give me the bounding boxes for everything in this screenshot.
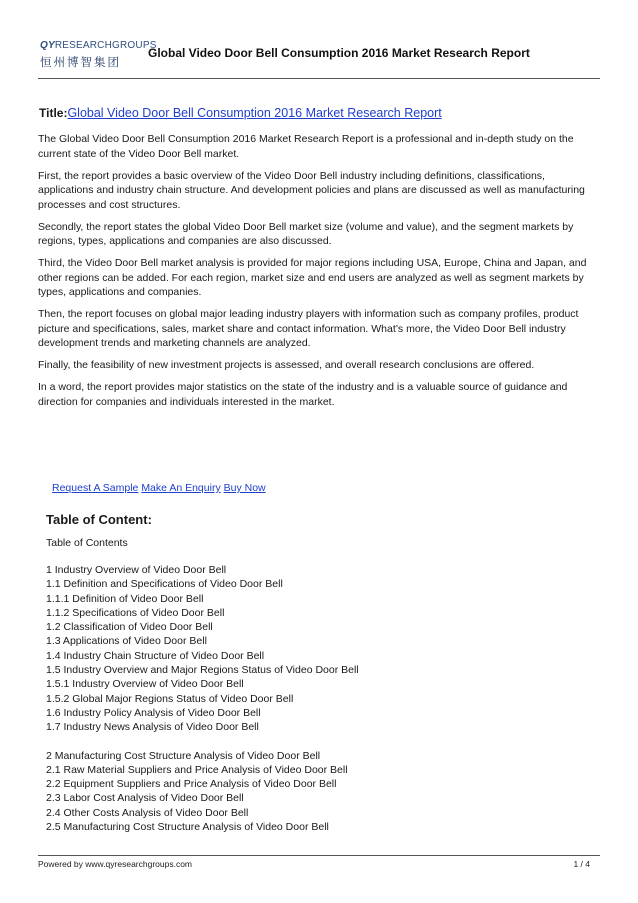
paragraph: In a word, the report provides major statistics on the state of the industry and is a valuable source of guidance and direction for companies and individuals interested in the market. — [38, 381, 568, 408]
toc-item: 2.3 Labor Cost Analysis of Video Door Bell — [46, 792, 244, 805]
page-number: 1 / 4 — [573, 859, 590, 869]
toc-heading: Table of Content: — [46, 512, 152, 527]
paragraph: Then, the report focuses on global major leading industry players with information such as company profiles, product picture and specifications, sales, market share and contact information. What’s more, the Video Door Bell industry development trends and marketing channels are analyzed. — [38, 308, 579, 349]
table-of-content — [46, 512, 586, 834]
page-header — [38, 38, 600, 79]
toc-item: 1.6 Industry Policy Analysis of Video Door Bell — [46, 706, 261, 719]
toc-subheading: Table of Contents — [46, 537, 128, 549]
toc-item: 1.1.1 Definition of Video Door Bell — [46, 592, 204, 605]
toc-item: 1.3 Applications of Video Door Bell — [46, 635, 207, 648]
toc-item: 2 Manufacturing Cost Structure Analysis of Video Door Bell — [46, 749, 321, 762]
powered-by-text: Powered by www.qyresearchgroups.com — [38, 859, 193, 869]
paragraph: First, the report provides a basic overview of the Video Door Bell industry including definitions, classifications, applications and industry chain structure. And development policies and plans are discussed as well as manufacturing processes and cost structures. — [38, 169, 585, 211]
toc-item: 1.1 Definition and Specifications of Video Door Bell — [46, 578, 283, 591]
toc-item: 1.1.2 Specifications of Video Door Bell — [46, 606, 225, 619]
logo-chinese-name: 恒州博智集团 — [40, 55, 121, 69]
toc-item: 2.4 Other Costs Analysis of Video Door Bell — [46, 806, 249, 819]
toc-item: 1.5.2 Global Major Regions Status of Video Door Bell — [46, 692, 294, 705]
page-footer — [38, 855, 600, 869]
action-links — [52, 482, 266, 494]
toc-spacer — [46, 735, 586, 749]
paragraph: Secondly, the report states the global Video Door Bell market size (volume and value), and the segment markets by regions, types, applications and companies are also discussed. — [38, 220, 574, 247]
paragraph: Finally, the feasibility of new investment projects is assessed, and overall research conclusions are offered. — [38, 359, 535, 371]
report-title-link[interactable]: Global Video Door Bell Consumption 2016 Market Research Report — [67, 106, 442, 120]
toc-section-1 — [46, 563, 586, 735]
paragraph: The Global Video Door Bell Consumption 2016 Market Research Report is a professional and in-depth study on the current state of the Video Door Bell market. — [38, 133, 574, 160]
toc-item: 1.7 Industry News Analysis of Video Door Bell — [46, 721, 259, 734]
toc-item: 1.5.1 Industry Overview of Video Door Bell — [46, 678, 244, 691]
toc-item: 2.1 Raw Material Suppliers and Price Analysis of Video Door Bell — [46, 763, 348, 776]
report-body — [38, 106, 598, 417]
toc-item: 1.5 Industry Overview and Major Regions Status of Video Door Bell — [46, 664, 359, 677]
toc-item: 1.2 Classification of Video Door Bell — [46, 621, 213, 634]
request-sample-link[interactable]: Request A Sample — [52, 482, 139, 494]
make-enquiry-link[interactable]: Make An Enquiry — [141, 482, 221, 494]
company-logo — [40, 40, 157, 72]
buy-now-link[interactable]: Buy Now — [223, 482, 266, 494]
toc-item: 2.2 Equipment Suppliers and Price Analysis of Video Door Bell — [46, 778, 337, 791]
paragraph: Third, the Video Door Bell market analysis is provided for major regions including USA, Europe, China and Japan, and other regions can be added. For each region, market size and end users are analyzed as well as segment markets by types, applications and companies. — [38, 257, 587, 298]
report-title-line — [38, 106, 598, 120]
logo-brand: RESEARCHGROUPS — [54, 40, 157, 51]
header-title: Global Video Door Bell Consumption 2016 Market Research Report — [148, 46, 530, 60]
toc-section-2 — [46, 749, 586, 835]
logo-qy: QY — [40, 40, 55, 51]
title-label: Title: — [39, 106, 68, 120]
toc-item: 1 Industry Overview of Video Door Bell — [46, 564, 227, 576]
toc-item: 1.4 Industry Chain Structure of Video Door Bell — [46, 649, 265, 662]
toc-item: 2.5 Manufacturing Cost Structure Analysis of Video Door Bell — [46, 821, 329, 834]
